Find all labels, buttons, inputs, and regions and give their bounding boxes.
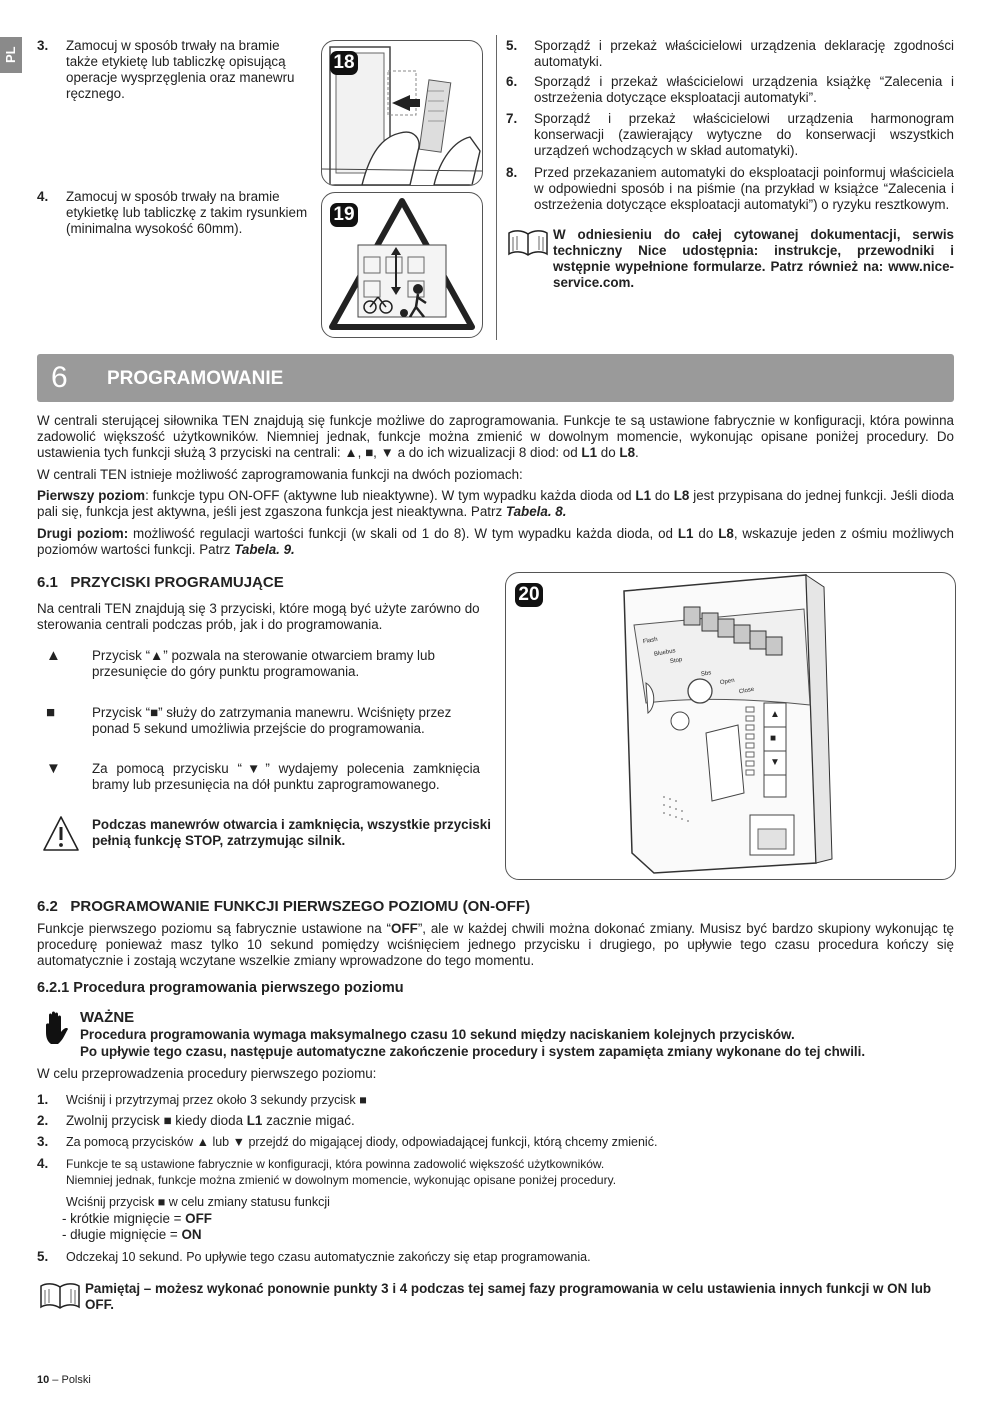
step-text: Zwolnij przycisk ■ kiedy dioda L1 zacznie migać. bbox=[66, 1113, 355, 1128]
unit-up-button: ▲ bbox=[770, 709, 780, 720]
item-text: Sporządź i przekaż właścicielowi urządzenia harmonogram konserwacji (zawierający wytyczne do konserwacji wszystkich urządzeń wchodzących w skład automatyki). bbox=[534, 111, 954, 158]
procedure-lead: W celu przeprowadzenia procedury pierwszego poziomu: bbox=[37, 1066, 377, 1081]
step-text: Odczekaj 10 sekund. Po upływie tego czasu automatycznie zakończy się etap programowania. bbox=[66, 1250, 591, 1264]
column-divider bbox=[496, 35, 497, 340]
item-number: 4. bbox=[37, 189, 49, 204]
label-close: Close bbox=[738, 686, 755, 696]
figure-18 bbox=[321, 40, 483, 186]
second-level-paragraph: Drugi poziom: możliwość regulacji wartości funkcji (w skali od 1 do 8). W tym wypadku każda dioda, od L1 do L8, wskazuje jeden z ośmiu możliwych poziomów wartości funkcji. Patrz Tabela. 9. bbox=[37, 526, 954, 557]
item-number: 8. bbox=[506, 165, 518, 180]
procedure-title: 6.2.1 Procedura programowania pierwszego poziomu bbox=[37, 980, 404, 996]
item-number: 5. bbox=[506, 38, 518, 53]
stop-square-icon: ■ bbox=[46, 704, 56, 721]
item-number: 7. bbox=[506, 111, 518, 126]
step-number: 3. bbox=[37, 1134, 49, 1149]
down-arrow-icon: ▼ bbox=[46, 760, 61, 777]
down-button-description: Za pomocą przycisku “▼” wydajemy polecenia zamknięcia bramy lub przesunięcia na dół punktu zaprogramowanego. bbox=[92, 761, 480, 792]
stop-warning: Podczas manewrów otwarcia i zamknięcia, wszystkie przyciski pełnią funkcję STOP, zatrzymując silnik. bbox=[92, 817, 491, 848]
buttons-intro: Na centrali TEN znajdują się 3 przyciski, które mogą być użyte zarówno do sterowania centrali podczas prób, jak i do programowania. bbox=[37, 601, 480, 632]
subsection-title: 6.2 PROGRAMOWANIE FUNKCJI PIERWSZEGO POZIOMU (ON-OFF) bbox=[37, 898, 531, 915]
section-number: 6 bbox=[51, 361, 68, 394]
step-number: 4. bbox=[37, 1156, 49, 1171]
section-header bbox=[37, 354, 954, 402]
item-text: Sporządź i przekaż właścicielowi urządzenia książkę “Zalecenia i ostrzeżenia dotyczące eksploatacji automatyki”. bbox=[534, 74, 954, 105]
figure-badge: 19 bbox=[330, 203, 358, 227]
figure-19 bbox=[321, 192, 483, 338]
control-unit-illustration bbox=[506, 573, 955, 879]
short-blink-line: - krótkie mignięcie = OFF bbox=[62, 1211, 212, 1226]
documentation-note: W odniesieniu do całej cytowanej dokumentacji, serwis techniczny Nice udostępnia: instrukcje, przewodniki i wstępnie wypełnione formularze. Patrz również na: www.nice-service.com. bbox=[553, 227, 954, 290]
item-text: Zamocuj w sposób trwały na bramie etykietkę lub tabliczkę z takim rysunkiem (minimalna wysokość 60mm). bbox=[66, 189, 308, 236]
step-number: 5. bbox=[37, 1249, 49, 1264]
item-text: Zamocuj w sposób trwały na bramie także etykietę lub tabliczkę opisującą operacje wysprzęglenia oraz manewru ręcznego. bbox=[66, 38, 295, 101]
unit-stop-button: ■ bbox=[770, 733, 777, 744]
label-flash: Flash bbox=[642, 636, 659, 646]
step-text: Wciśnij i przytrzymaj przez około 3 sekundy przycisk ■ bbox=[66, 1093, 367, 1107]
label-open: Open bbox=[719, 677, 736, 687]
hand-stop-icon bbox=[41, 1010, 71, 1046]
subsection-title: 6.1 PRZYCISKI PROGRAMUJĄCE bbox=[37, 574, 284, 591]
figure-20 bbox=[505, 572, 956, 880]
item-number: 6. bbox=[506, 74, 518, 89]
label-sbs: Sbs bbox=[700, 670, 712, 678]
stop-button-description: Przycisk “■” służy do zatrzymania manewru. Wciśnięty przez ponad 5 sekund umożliwia przejście do programowania. bbox=[92, 705, 452, 736]
important-line-1: Procedura programowania wymaga maksymalnego czasu 10 sekund między naciskaniem kolejnych przycisków. bbox=[80, 1027, 795, 1042]
label-stop: Stop bbox=[669, 656, 683, 666]
page-footer: 10 – Polski bbox=[37, 1374, 91, 1386]
warning-icon bbox=[42, 815, 80, 853]
item-text: Przed przekazaniem automatyki do eksploatacji poinformuj właściciela w odpowiedni sposób i na piśmie (na przykład w książce “Zalecenia i ostrzeżenia dotyczące eksploatacji automatyki”) o ryzyku resztkowym. bbox=[534, 165, 954, 212]
unit-down-button: ▼ bbox=[770, 757, 780, 768]
step-text: Niemniej jednak, funkcje można zmienić w dowolnym momencie, wykonując opisane poniżej procedury. bbox=[66, 1173, 617, 1187]
item-number: 3. bbox=[37, 38, 49, 53]
figure-badge: 20 bbox=[515, 583, 543, 607]
levels-paragraph: W centrali TEN istnieje możliwość zaprogramowania funkcji na dwóch poziomach: bbox=[37, 467, 523, 482]
step-number: 1. bbox=[37, 1092, 49, 1107]
important-heading: WAŻNE bbox=[80, 1009, 135, 1026]
section-title: PROGRAMOWANIE bbox=[107, 368, 284, 389]
intro-paragraph: W centrali sterującej siłownika TEN znajdują się funkcje możliwe do zaprogramowania. Funkcje te są ustawione fabrycznie w konfiguracji, która powinna zadowolić większość użytkowników. Niemniej jednak, funkcje można zmienić w dowolnym momencie, wykonując opisane poniżej procedury. Do ustawienia tych funkcji służą 3 przyciski na centrali: ▲, ■, ▼ a do ich wizualizacji 8 diod: od L1 do L8. bbox=[37, 413, 954, 460]
book-icon bbox=[506, 229, 550, 257]
figure-badge: 18 bbox=[330, 51, 358, 75]
up-button-description: Przycisk “▲” pozwala na sterowanie otwarciem bramy lub przesunięcie do góry punktu programowania. bbox=[92, 648, 435, 679]
important-line-2: Po upływie tego czasu, następuje automatyczne zakończenie procedury i system zapamięta zmiany wykonane do tej chwili. bbox=[80, 1044, 866, 1059]
remember-note: Pamiętaj – możesz wykonać ponownie punkty 3 i 4 podczas tej samej fazy programowania w celu ustawienia innych funkcji w ON lub OFF. bbox=[85, 1281, 932, 1312]
language-tab: PL bbox=[0, 37, 22, 73]
step-number: 2. bbox=[37, 1113, 49, 1128]
first-level-paragraph: Pierwszy poziom: funkcje typu ON-OFF (aktywne lub nieaktywne). W tym wypadku każda dioda od L1 do L8 jest przypisana do jednej funkcji. Jeśli dioda pali się, funkcja jest aktywna, jeśli jest zgaszona funkcja jest nieaktywna. Patrz Tabela. 8. bbox=[37, 488, 954, 519]
step-text: Funkcje te są ustawione fabrycznie w konfiguracji, która powinna zadowolić większość użytkowników. bbox=[66, 1157, 605, 1171]
long-blink-line: - długie mignięcie = ON bbox=[62, 1227, 202, 1242]
step-text: Wciśnij przycisk ■ w celu zmiany statusu funkcji bbox=[66, 1195, 330, 1209]
step-text: Za pomocą przycisków ▲ lub ▼ przejdź do migającej diody, odpowiadającej funkcji, którą chcemy zmienić. bbox=[66, 1135, 658, 1149]
book-icon bbox=[38, 1282, 82, 1310]
label-bluebus: Bluebus bbox=[653, 648, 677, 658]
item-text: Sporządź i przekaż właścicielowi urządzenia deklarację zgodności automatyki. bbox=[534, 38, 954, 69]
up-arrow-icon: ▲ bbox=[46, 647, 61, 664]
first-level-description: Funkcje pierwszego poziomu są fabrycznie ustawione na “OFF”, ale w każdej chwili można dokonać zmiany. Musisz być bardzo skupiony wykonując tę procedurę ponieważ masz tylko 10 sekund pomiędzy wciśnięciem jednego przycisku i drugiego, po upływie tego czasu procedura kończy się automatycznie i zostają wczytane wszelkie zmiany wprowadzone do tego momentu. bbox=[37, 921, 954, 968]
